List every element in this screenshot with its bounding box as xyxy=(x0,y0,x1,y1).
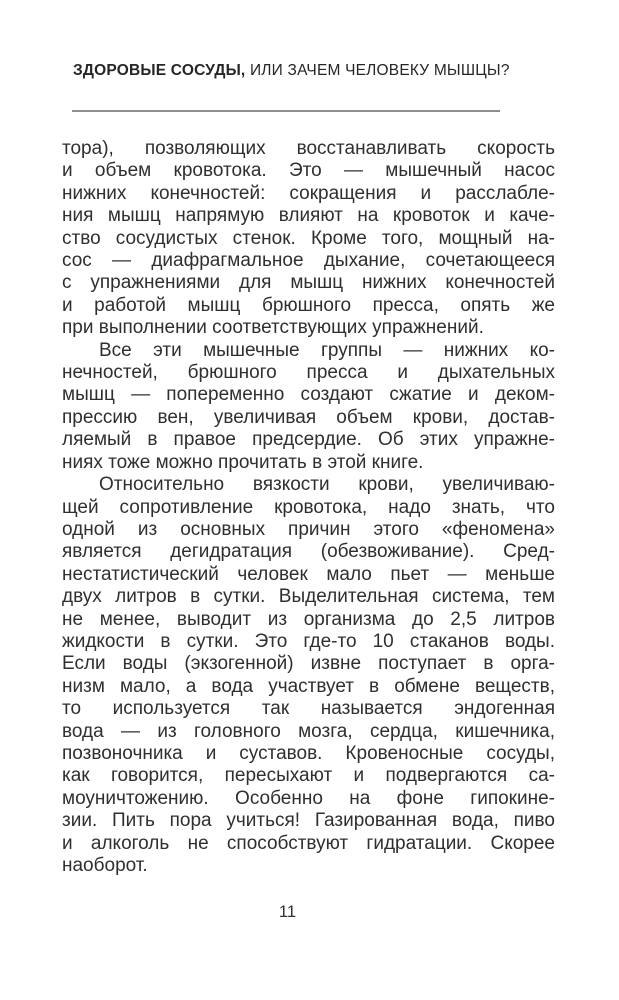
paragraph xyxy=(62,340,555,474)
text-line: зии. Пить пора учиться! Газированная вода, пиво xyxy=(62,810,555,832)
text-line: мышц — попеременно создают сжатие и деком- xyxy=(62,384,555,406)
text-line: моуничтожению. Особенно на фоне гипокине- xyxy=(62,787,555,809)
text-line: сос — диафрагмальное дыхание, сочетающееся xyxy=(62,250,555,272)
text-line: тора), позволяющих восстанавливать скорость xyxy=(62,138,555,159)
text-line: ляемый в правое предсердие. Об этих упражне- xyxy=(62,429,555,451)
text-line: и алкоголь не способствуют гидратации. Скорее xyxy=(62,832,555,854)
text-line: наоборот. xyxy=(62,855,148,876)
text-line: Все эти мышечные группы — нижних ко- xyxy=(99,339,555,361)
paragraph xyxy=(62,474,555,877)
text-line: и работой мышц брюшного пресса, опять же xyxy=(62,294,555,316)
running-head-title-regular: ИЛИ ЗАЧЕМ ЧЕЛОВЕКУ МЫШЦЫ? xyxy=(245,62,510,79)
running-head xyxy=(73,62,513,80)
text-line: Если воды (экзогенной) извне поступает в орга- xyxy=(62,653,555,675)
text-line: и объем кровотока. Это — мышечный насос xyxy=(62,160,555,182)
text-line: ниях тоже можно прочитать в этой книге. xyxy=(62,451,424,473)
text-line: с упражнениями для мышц нижних конечностей xyxy=(62,272,555,294)
text-line: вода — из головного мозга, сердца, кишечника, xyxy=(62,720,555,742)
header-rule xyxy=(72,110,500,112)
paragraph xyxy=(62,138,555,340)
text-line: прессию вен, увеличивая объем крови, достав- xyxy=(62,406,555,428)
text-line: нижних конечностей: сокращения и расслабле- xyxy=(62,182,555,204)
text-line: является дегидратация (обезвоживание). Сред- xyxy=(62,541,555,563)
text-line: двух литров в сутки. Выделительная система, тем xyxy=(62,586,555,608)
text-line: щей сопротивление кровотока, надо знать, что xyxy=(62,496,555,518)
text-line: при выполнении соответствующих упражнений. xyxy=(62,317,484,339)
text-line: ния мышц напрямую влияют на кровоток и каче- xyxy=(62,205,555,227)
text-line: низм мало, а вода участвует в обмене веществ, xyxy=(62,675,555,697)
page-number: 11 xyxy=(278,903,297,921)
text-line: Относительно вязкости крови, увеличиваю- xyxy=(99,474,555,496)
text-line: нестатистический человек мало пьет — меньше xyxy=(62,563,555,585)
text-line: позвоночника и суставов. Кровеносные сосуды, xyxy=(62,742,555,764)
body-text xyxy=(62,138,555,877)
text-line: одной из основных причин этого «феномена» xyxy=(62,518,555,540)
running-head-title-bold: ЗДОРОВЫЕ СОСУДЫ, xyxy=(73,62,246,79)
text-line: нечностей, брюшного пресса и дыхательных xyxy=(62,362,555,384)
text-line: не менее, выводит из организма до 2,5 литров xyxy=(62,608,555,630)
text-line: ство сосудистых стенок. Кроме того, мощный на- xyxy=(62,227,555,249)
text-line: то используется так называется эндогенная xyxy=(62,698,555,720)
text-line: как говорится, пересыхают и подвергаются са- xyxy=(62,765,555,787)
text-line: жидкости в сутки. Это где-то 10 стаканов воды. xyxy=(62,630,555,652)
